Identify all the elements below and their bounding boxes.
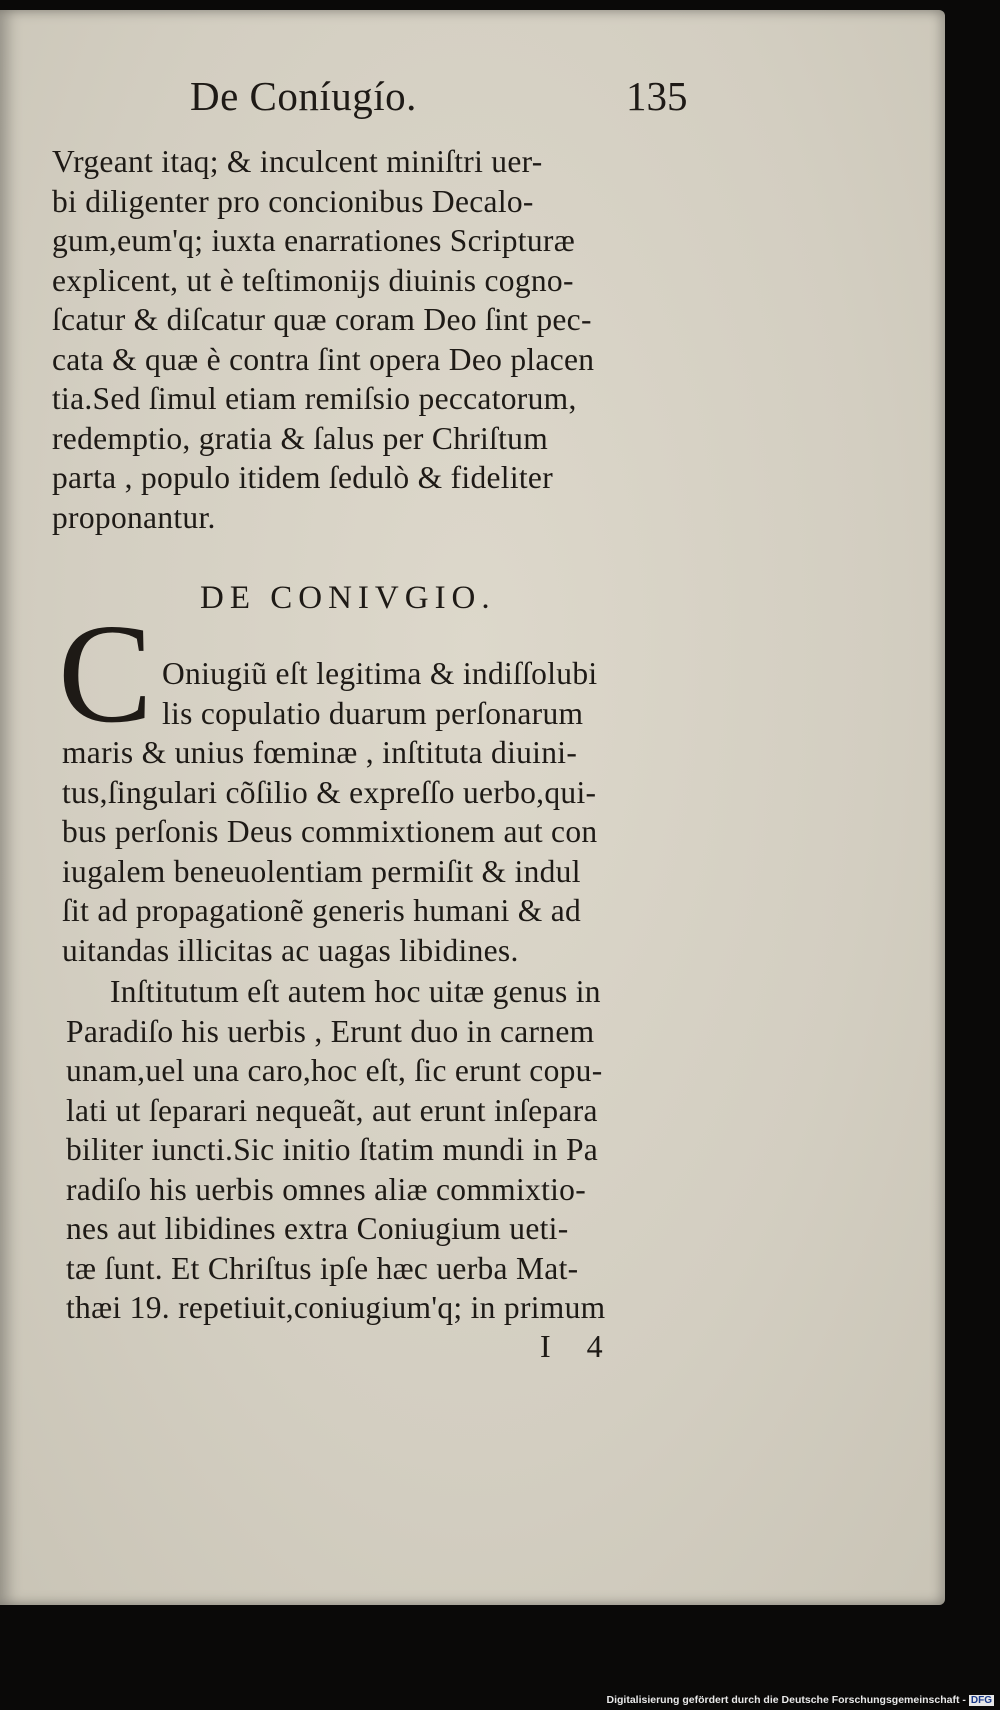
- text-line: iugalem beneuolentiam permiſit & indul: [62, 853, 581, 889]
- text-line: unam,uel una caro,hoc eſt, ſic erunt copu-: [66, 1053, 603, 1088]
- text-line: ſcatur & diſcatur quæ coram Deo ſint pec-: [52, 302, 592, 337]
- text-line: Inſtitutum eſt autem hoc uitæ genus in: [110, 974, 601, 1009]
- paragraph-institution: [66, 972, 726, 1328]
- text-line: Paradiſo his uerbis , Erunt duo in carnem: [66, 1013, 595, 1049]
- text-line: Oniugiũ eſt legitima & indiſſolubi: [162, 656, 598, 691]
- text-line: tia.Sed ſimul etiam remiſsio peccatorum,: [52, 381, 577, 416]
- text-line: bus perſonis Deus commixtionem aut con: [62, 814, 598, 849]
- signature-mark: I 4: [540, 1328, 617, 1364]
- text-line: maris & unius fœminæ , inſtituta diuini-: [62, 735, 578, 770]
- running-title: De Coníugío.: [190, 73, 417, 119]
- text-line: gum,eum'q; iuxta enarrationes Scripturæ: [52, 223, 576, 258]
- paragraph-closing: [52, 142, 702, 537]
- section-heading: DE CONIVGIO.: [200, 580, 496, 616]
- credit-text: Digitalisierung gefördert durch die Deutsche Forschungsgemeinschaft -: [606, 1694, 966, 1706]
- text-line: cata & quæ è contra ſint opera Deo placen: [52, 341, 595, 377]
- text-line: nes aut libidines extra Coniugium ueti-: [66, 1211, 569, 1246]
- running-header: [190, 72, 690, 132]
- text-line: tus,ſingulari cõſilio & expreſſo uerbo,qui-: [62, 774, 597, 810]
- text-line: biliter iuncti.Sic initio ſtatim mundi in Pa: [66, 1132, 599, 1167]
- text-line: tæ ſunt. Et Chriſtus ipſe hæc uerba Mat-: [66, 1250, 579, 1286]
- text-line: bi diligenter pro concionibus Decalo-: [52, 183, 534, 219]
- text-line: explicent, ut è teſtimonijs diuinis cogno-: [52, 262, 574, 298]
- text-line: redemptio, gratia & ſalus per Chriſtum: [52, 420, 549, 456]
- paragraph-definition-start: [162, 654, 722, 733]
- text-line: lati ut ſeparari nequeãt, aut erunt inſepara: [66, 1092, 598, 1128]
- text-line: ſit ad propagationẽ generis humani & ad: [62, 893, 582, 928]
- digitization-credit: [607, 1694, 995, 1706]
- dfg-logo: DFG: [970, 1695, 992, 1706]
- text-line: thæi 19. repetiuit,coniugium'q; in primum: [66, 1290, 606, 1325]
- text-line: Vrgeant itaq; & inculcent miniſtri uer-: [52, 144, 543, 179]
- text-line: lis copulatio duarum perſonarum: [162, 695, 584, 731]
- text-line: proponantur.: [52, 499, 216, 535]
- text-line: parta , populo itidem ſedulò & fideliter: [52, 460, 554, 495]
- page-number: 135: [626, 73, 688, 119]
- text-line: radiſo his uerbis omnes aliæ commixtio-: [66, 1171, 587, 1207]
- book-page: [0, 10, 945, 1605]
- text-line: uitandas illicitas ac uagas libidines.: [62, 932, 519, 968]
- drop-capital: C: [58, 594, 153, 752]
- paragraph-definition: [62, 733, 722, 970]
